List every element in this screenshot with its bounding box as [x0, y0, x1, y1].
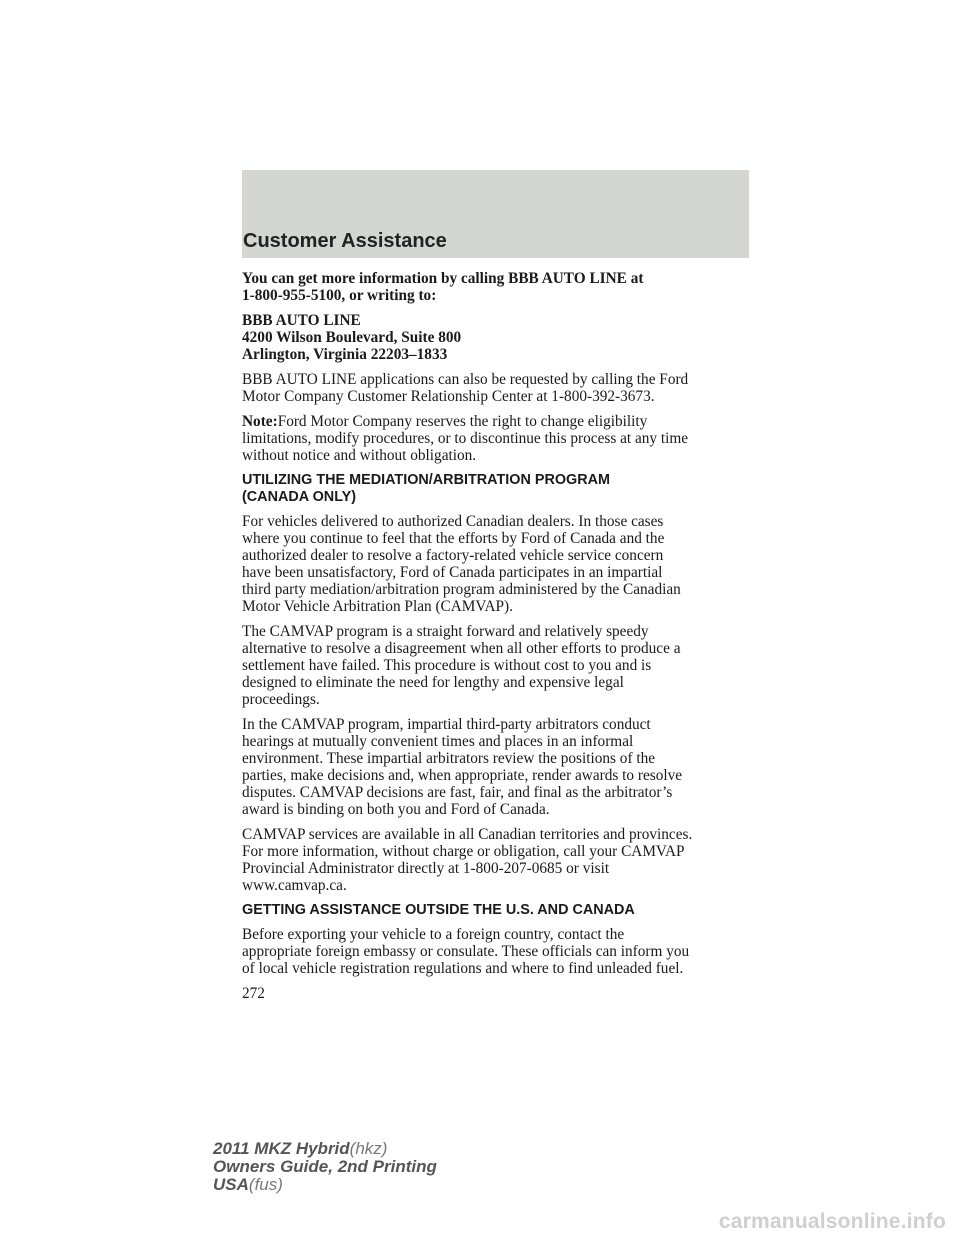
- footer-region: USA: [213, 1175, 249, 1194]
- text-line: third party mediation/arbitration program administered by the Canadian: [242, 581, 681, 598]
- text-line: settlement have failed. This procedure is without cost to you and is: [242, 657, 652, 674]
- text-line: authorized dealer to resolve a factory-related vehicle service concern: [242, 547, 664, 564]
- section-heading-outside: [242, 902, 752, 919]
- footer-line: [213, 1140, 437, 1158]
- text-line: proceedings.: [242, 691, 320, 708]
- text-line: www.camvap.ca.: [242, 877, 347, 894]
- text-line: designed to eliminate the need for lengthy and expensive legal: [242, 674, 624, 691]
- text-line: You can get more information by calling BBB AUTO LINE at: [242, 270, 644, 287]
- text-line: Provincial Administrator directly at 1-800-207-0685 or visit: [242, 860, 610, 877]
- text-line: environment. These impartial arbitrators review the positions of the: [242, 750, 656, 767]
- text-line: without notice and without obligation.: [242, 447, 477, 464]
- text-line: BBB AUTO LINE applications can also be requested by calling the Ford: [242, 371, 689, 388]
- text-line: Motor Vehicle Arbitration Plan (CAMVAP).: [242, 598, 513, 615]
- outside-paragraph: [242, 926, 752, 977]
- text-line: alternative to resolve a disagreement when all other efforts to produce a: [242, 640, 681, 657]
- heading-line: GETTING ASSISTANCE OUTSIDE THE U.S. AND CANADA: [242, 902, 635, 918]
- page-number: 272: [242, 985, 265, 1002]
- footer-region-code: (fus): [248, 1175, 283, 1194]
- note-label: Note:: [242, 413, 278, 430]
- text-line: appropriate foreign embassy or consulate. These officials can inform you: [242, 943, 690, 960]
- mailing-address: [242, 312, 752, 363]
- footer-line: [213, 1158, 437, 1176]
- text-line: The CAMVAP program is a straight forward and relatively speedy: [242, 623, 649, 640]
- text-line: Before exporting your vehicle to a foreign country, contact the: [242, 926, 625, 943]
- footer-edition: Owners Guide, 2nd Printing: [213, 1157, 437, 1176]
- text-line: disputes. CAMVAP decisions are fast, fair, and final as the arbitrator’s: [242, 784, 673, 801]
- footer-model-code: (hkz): [349, 1139, 388, 1158]
- canada-paragraph-2: [242, 623, 752, 708]
- text-line: limitations, modify procedures, or to discontinue this process at any time: [242, 430, 689, 447]
- note-paragraph: [242, 413, 752, 464]
- text-line: Motor Company Customer Relationship Center at 1-800-392-3673.: [242, 388, 655, 405]
- canada-paragraph-4: [242, 826, 752, 894]
- text-line: where you continue to feel that the efforts by Ford of Canada and the: [242, 530, 665, 547]
- intro-paragraph: [242, 270, 752, 304]
- address-line: Arlington, Virginia 22203–1833: [242, 346, 448, 363]
- text-line: 1-800-955-5100, or writing to:: [242, 287, 437, 304]
- text-line: For vehicles delivered to authorized Canadian dealers. In those cases: [242, 513, 664, 530]
- text-line: hearings at mutually convenient times and places in an informal: [242, 733, 634, 750]
- applications-paragraph: [242, 371, 752, 405]
- document-footer: [213, 1140, 437, 1194]
- canada-paragraph-3: [242, 716, 752, 818]
- page-content: [242, 270, 752, 1002]
- text-line: [242, 413, 752, 430]
- text-line: award is binding on both you and Ford of Canada.: [242, 801, 550, 818]
- canada-paragraph-1: [242, 513, 752, 615]
- text-line: For more information, without charge or obligation, call your CAMVAP: [242, 843, 685, 860]
- page-title: Customer Assistance: [243, 230, 447, 252]
- text-line: of local vehicle registration regulations and where to find unleaded fuel.: [242, 960, 684, 977]
- heading-line: (CANADA ONLY): [242, 489, 357, 505]
- address-line: BBB AUTO LINE: [242, 312, 361, 329]
- text-line: parties, make decisions and, when appropriate, render awards to resolve: [242, 767, 683, 784]
- section-heading-canada: [242, 472, 752, 506]
- footer-model: 2011 MKZ Hybrid: [213, 1139, 350, 1158]
- text-line: In the CAMVAP program, impartial third-party arbitrators conduct: [242, 716, 651, 733]
- text-line: CAMVAP services are available in all Canadian territories and provinces.: [242, 826, 693, 843]
- note-first-line: Ford Motor Company reserves the right to change eligibility: [277, 413, 648, 430]
- text-line: have been unsatisfactory, Ford of Canada participates in an impartial: [242, 564, 663, 581]
- address-line: 4200 Wilson Boulevard, Suite 800: [242, 329, 462, 346]
- heading-line: UTILIZING THE MEDIATION/ARBITRATION PROGRAM: [242, 472, 610, 488]
- watermark-text: carmanualsonline.info: [718, 1210, 946, 1233]
- footer-line: [213, 1176, 437, 1194]
